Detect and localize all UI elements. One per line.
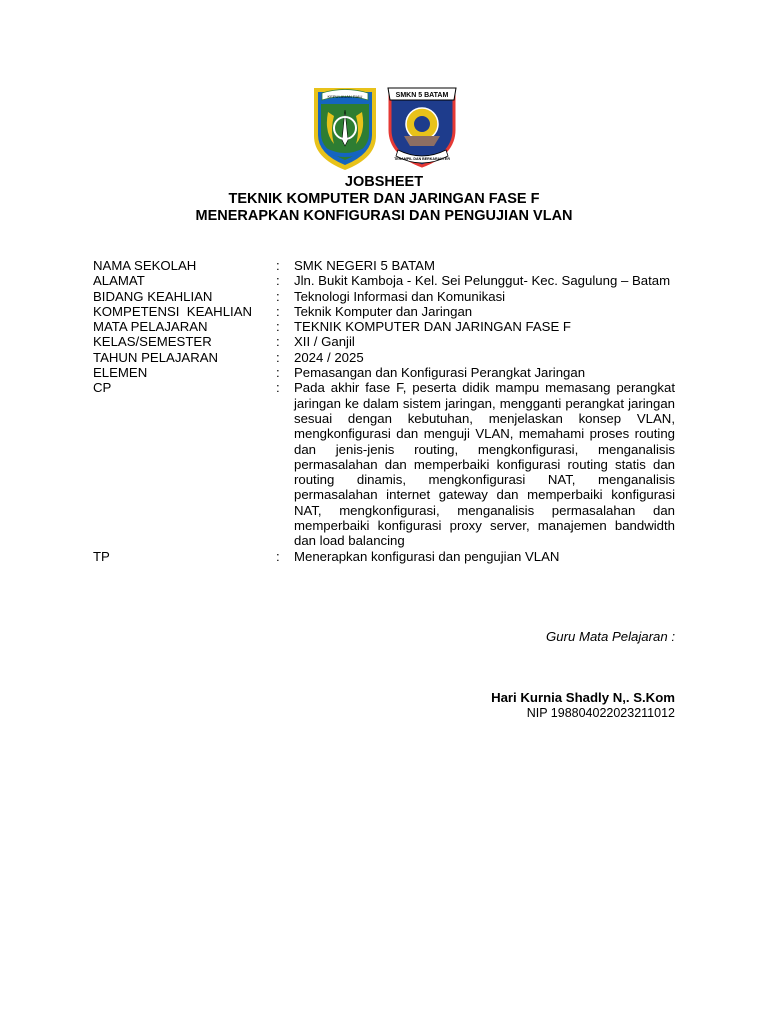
row-value: Teknologi Informasi dan Komunikasi [294, 288, 506, 304]
document-title [0, 174, 768, 225]
row-value: Menerapkan konfigurasi dan pengujian VLAN [294, 548, 560, 564]
row-label: KOMPETENSI KEAHLIAN [93, 303, 253, 319]
logo-group [0, 84, 768, 176]
row-label: NAMA SEKOLAH [93, 258, 197, 273]
row-label: KELAS/SEMESTER [93, 334, 212, 350]
signature-nip: NIP 198804022023211012 [526, 706, 675, 720]
row-colon: : [276, 365, 280, 381]
smkn5-batam-emblem-icon [384, 84, 460, 172]
info-row-kelas-semester [93, 334, 675, 349]
info-row-nama-sekolah [93, 258, 675, 273]
smk-banner-text: SMKN 5 BATAM [395, 92, 449, 99]
row-value: Pemasangan dan Konfigurasi Perangkat Jaringan [294, 365, 586, 381]
title-subject: TEKNIK KOMPUTER DAN JARINGAN FASE F [228, 191, 540, 207]
info-row-tp [93, 549, 675, 564]
info-row-tahun-pelajaran [93, 350, 675, 365]
row-label: ALAMAT [93, 273, 145, 289]
row-colon: : [276, 380, 280, 396]
kepri-ribbon-text: KEPULAUAN RIAU [327, 94, 363, 99]
row-label: ELEMEN [93, 365, 148, 381]
signature-role: Guru Mata Pelajaran : [545, 629, 675, 644]
row-label: MATA PELAJARAN [93, 319, 208, 335]
row-colon: : [276, 303, 280, 319]
row-value: TEKNIK KOMPUTER DAN JARINGAN FASE F [294, 319, 571, 335]
row-value: Pada akhir fase F, peserta didik mampu memasang perangkat jaringan ke dalam sistem jaringan, mengganti perangkat jaringan sesuai dengan kebutuhan, menjelaskan konsep VLAN, mengkonfigurasi dan menguji VLAN, memahami proses routing dan jenis-jenis routing, mengkonfigurasi, menganalisis permasalahan dan memperbaiki konfigurasi routing statis dan routing dinamis, mengkonfigurasi NAT, menganalisis permasalahan internet gateway dan memperbaiki konfigurasi NAT, mengkonfigurasi, menganalisis permasalahan dan memperbaiki konfigurasi proxy server, manajemen bandwidth dan load balancing [294, 380, 675, 549]
row-label: TAHUN PELAJARAN [93, 349, 219, 365]
row-label: BIDANG KEAHLIAN [93, 288, 213, 304]
row-colon: : [276, 349, 280, 365]
signature-name: Hari Kurnia Shadly N,. S.Kom [491, 690, 675, 705]
row-colon: : [276, 273, 280, 289]
info-row-elemen [93, 365, 675, 380]
info-table [93, 258, 675, 564]
row-colon: : [276, 548, 280, 564]
info-row-alamat [93, 273, 675, 288]
row-label: TP [93, 548, 110, 564]
row-colon: : [276, 258, 280, 273]
title-topic: MENERAPKAN KONFIGURASI DAN PENGUJIAN VLAN [195, 208, 573, 224]
row-label: CP [93, 380, 112, 396]
row-value: 2024 / 2025 [294, 349, 364, 365]
info-row-bidang-keahlian [93, 289, 675, 304]
info-row-kompetensi-keahlian [93, 304, 675, 319]
row-value: SMK NEGERI 5 BATAM [294, 258, 435, 273]
title-jobsheet: JOBSHEET [344, 174, 424, 190]
row-value: Jln. Bukit Kamboja - Kel. Sei Pelunggut- Kec. Sagulung – Batam [294, 273, 671, 289]
row-colon: : [276, 319, 280, 335]
row-value: Teknik Komputer dan Jaringan [294, 303, 473, 319]
row-colon: : [276, 334, 280, 350]
smk-motto-text: TERAMPIL DAN BERKARAKTER [394, 157, 450, 161]
info-row-cp [93, 380, 675, 548]
info-row-mata-pelajaran [93, 319, 675, 334]
kepri-emblem-icon [310, 84, 380, 172]
row-colon: : [276, 288, 280, 304]
row-value: XII / Ganjil [294, 334, 355, 350]
